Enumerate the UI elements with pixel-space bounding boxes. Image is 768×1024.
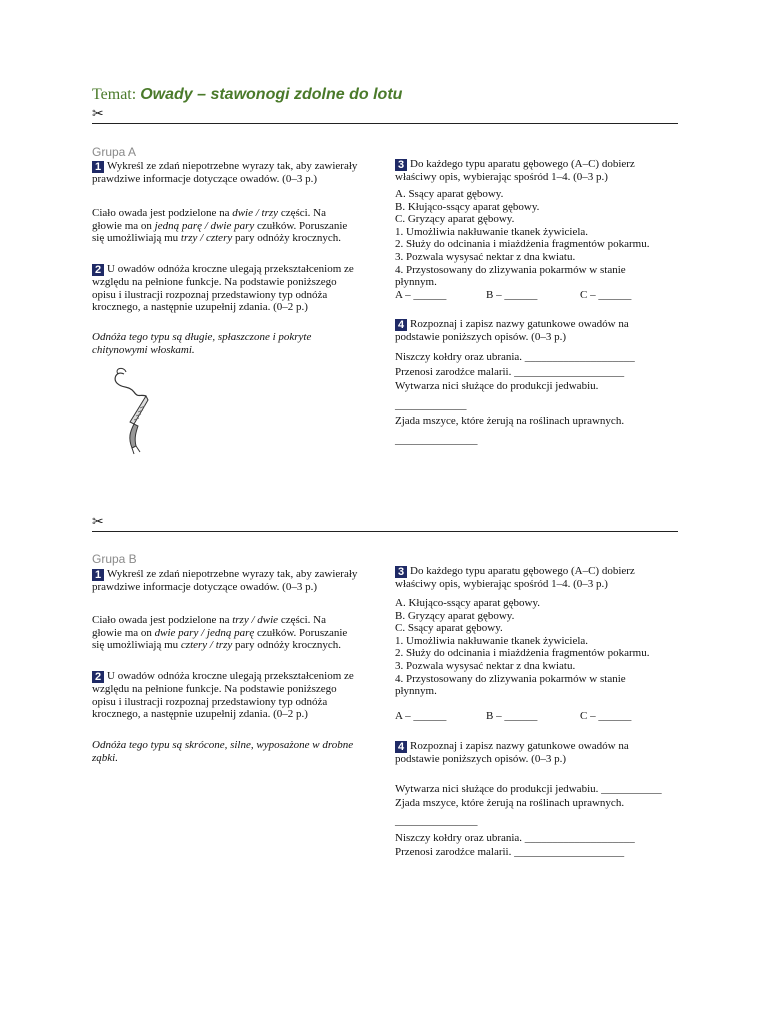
q2-line: opisu i ilustracji rozpoznaj przedstawiony typ odnóża xyxy=(92,695,328,708)
title-label: Temat: xyxy=(92,86,137,103)
scissors-icon: ✂ xyxy=(92,515,104,530)
q2-line: względu na pełnione funkcje. Na podstawie poniższego xyxy=(92,683,337,695)
q1-s1: Ciało owada jest podzielone na xyxy=(92,207,233,219)
q3-option-1: 1. Umożliwia nakłuwanie tkanek żywiciela. xyxy=(395,634,589,647)
group-a-q3-answer-b[interactable]: B – ______ xyxy=(486,289,538,301)
desc-line: Odnóża tego typu są długie, spłaszczone i pokryte xyxy=(92,331,312,343)
q4-answer-3[interactable]: _____________ xyxy=(395,398,467,411)
q1-s2: głowie ma on xyxy=(92,219,155,232)
q1-s3: się umożliwiają mu xyxy=(92,232,181,245)
group-a-heading: Grupa A xyxy=(92,145,137,159)
group-b-q3-options xyxy=(395,597,685,698)
q4-description-1[interactable]: Niszczy kołdry oraz ubrania. ____________________ xyxy=(395,351,635,363)
q3-type-c: C. Ssący aparat gębowy. xyxy=(395,622,503,635)
q3-line: właściwy opis, wybierając spośród 1–4. (0–3 p.) xyxy=(395,578,608,590)
q3-type-b: B. Kłująco-ssący aparat gębowy. xyxy=(395,200,540,213)
question-number: 1 xyxy=(92,161,104,173)
q1-choice-1[interactable]: trzy / dwie xyxy=(232,614,279,626)
group-b-q2 xyxy=(92,670,382,721)
q1-s2-end: czułków. Poruszanie xyxy=(254,626,348,639)
question-number: 3 xyxy=(395,566,407,578)
q4-line: podstawie poniższych opisów. (0–3 p.) xyxy=(395,753,566,765)
q2-line: względu na pełnione funkcje. Na podstawie poniższego xyxy=(92,276,337,288)
group-a-q2 xyxy=(92,263,382,314)
q1-choice-3[interactable]: trzy / cztery xyxy=(180,232,233,245)
q4-description-3[interactable]: Niszczy kołdry oraz ubrania. ____________________ xyxy=(395,831,635,844)
desc-line: Odnóża tego typu są skrócone, silne, wyposażone w drobne xyxy=(92,739,354,751)
q2-line: U owadów odnóża kroczne ulegają przekształceniom ze xyxy=(107,263,354,275)
q1-s3: się umożliwiają mu xyxy=(92,639,181,652)
group-b-heading: Grupa B xyxy=(92,552,137,566)
q3-type-c: C. Gryzący aparat gębowy. xyxy=(395,213,515,226)
q3-option-4: 4. Przystosowany do zlizywania pokarmów w stanie xyxy=(395,263,626,276)
cut-line xyxy=(92,123,678,124)
group-a-q4-descriptions xyxy=(395,351,685,447)
q1-s1: Ciało owada jest podzielone na xyxy=(92,614,233,626)
q1-prompt: Wykreśl ze zdań niepotrzebne wyrazy tak, aby zawierały xyxy=(107,568,358,580)
question-number: 2 xyxy=(92,671,104,683)
question-number: 3 xyxy=(395,159,407,171)
q4-description-4: Zjada mszyce, które żerują na roślinach uprawnych. xyxy=(395,415,625,428)
q2-line: opisu i ilustracji rozpoznaj przedstawiony typ odnóża xyxy=(92,288,328,301)
q4-answer-4[interactable]: _______________ xyxy=(395,433,478,446)
q4-description-2: Zjada mszyce, które żerują na roślinach uprawnych. xyxy=(395,796,625,809)
q4-description-1[interactable]: Wytwarza nici służące do produkcji jedwabiu. ___________ xyxy=(395,783,662,795)
q3-type-a: A. Ssący aparat gębowy. xyxy=(395,188,504,200)
group-a-q4 xyxy=(395,318,685,344)
q4-line: Rozpoznaj i zapisz nazwy gatunkowe owadów na xyxy=(410,740,629,752)
q2-line: U owadów odnóża kroczne ulegają przekształceniom ze xyxy=(107,670,354,682)
desc-line: ząbki. xyxy=(92,751,118,764)
q3-line: Do każdego typu aparatu gębowego (A–C) dobierz xyxy=(410,158,635,170)
group-b-q3-answer-a[interactable]: A – ______ xyxy=(395,710,447,722)
q3-option-4-end: płynnym. xyxy=(395,276,437,289)
q1-s3-end: pary odnóży krocznych. xyxy=(232,639,341,652)
q3-type-b: B. Gryzący aparat gębowy. xyxy=(395,609,515,622)
q3-line: właściwy opis, wybierając spośród 1–4. (0–3 p.) xyxy=(395,171,608,183)
cut-line xyxy=(92,531,678,532)
group-b-q3-answer-b[interactable]: B – ______ xyxy=(486,710,538,722)
q1-choice-2[interactable]: jedną parę / dwie pary xyxy=(154,219,255,232)
insect-leg-illustration xyxy=(104,366,164,456)
q4-description-2[interactable]: Przenosi zarodźce malarii. ____________________ xyxy=(395,365,625,378)
group-a-q3 xyxy=(395,158,685,184)
q3-option-2: 2. Służy do odcinania i miażdżenia fragmentów pokarmu. xyxy=(395,238,650,251)
q3-type-a: A. Kłująco-ssący aparat gębowy. xyxy=(395,597,540,609)
q1-prompt-2: prawdziwe informacje dotyczące owadów. (0–3 p.) xyxy=(92,173,317,185)
title-topic: Owady – stawonogi zdolne do lotu xyxy=(140,86,403,103)
group-a-q3-answer-a[interactable]: A – ______ xyxy=(395,289,447,301)
q1-s2: głowie ma on xyxy=(92,626,155,639)
q4-line: podstawie poniższych opisów. (0–3 p.) xyxy=(395,331,566,343)
q4-answer-2[interactable]: _______________ xyxy=(395,815,478,828)
group-a-q3-answer-c[interactable]: C – ______ xyxy=(580,289,632,301)
group-a-q1-sentences xyxy=(92,207,382,245)
question-number: 4 xyxy=(395,319,407,331)
q1-choice-2[interactable]: dwie pary / jedną parę xyxy=(154,626,255,639)
group-b-q2-description xyxy=(92,739,382,764)
question-number: 2 xyxy=(92,264,104,276)
q1-choice-1[interactable]: dwie / trzy xyxy=(232,207,279,219)
desc-line: chitynowymi włoskami. xyxy=(92,343,195,356)
group-b-q1-sentences xyxy=(92,614,382,652)
group-a-q1 xyxy=(92,160,382,186)
q4-line: Rozpoznaj i zapisz nazwy gatunkowe owadów na xyxy=(410,318,629,330)
q4-description-3: Wytwarza nici służące do produkcji jedwabiu. xyxy=(395,380,599,393)
q2-line: krocznego, a następnie uzupełnij zdania. (0–2 p.) xyxy=(92,708,308,721)
q3-line: Do każdego typu aparatu gębowego (A–C) dobierz xyxy=(410,565,635,577)
q1-choice-3[interactable]: cztery / trzy xyxy=(180,639,233,652)
q3-option-3: 3. Pozwala wysysać nektar z dna kwiatu. xyxy=(395,659,576,672)
q1-s1-end: części. Na xyxy=(278,207,327,219)
q1-prompt: Wykreśl ze zdań niepotrzebne wyrazy tak, aby zawierały xyxy=(107,160,358,172)
q3-option-4: 4. Przystosowany do zlizywania pokarmów w stanie xyxy=(395,672,626,685)
group-b-q1 xyxy=(92,568,382,594)
q3-option-4-end: płynnym. xyxy=(395,685,437,698)
question-number: 4 xyxy=(395,741,407,753)
group-b-q4-descriptions xyxy=(395,783,685,859)
question-number: 1 xyxy=(92,569,104,581)
group-b-q3-answer-c[interactable]: C – ______ xyxy=(580,710,632,722)
q3-option-2: 2. Służy do odcinania i miażdżenia fragmentów pokarmu. xyxy=(395,647,650,660)
q2-line: krocznego, a następnie uzupełnij zdania. (0–2 p.) xyxy=(92,301,308,314)
q4-description-4[interactable]: Przenosi zarodźce malarii. ____________________ xyxy=(395,846,625,859)
group-a-q2-description xyxy=(92,331,382,356)
group-b-q4 xyxy=(395,740,685,766)
q1-s3-end: pary odnóży krocznych. xyxy=(232,232,341,245)
page-title xyxy=(92,86,402,104)
q1-prompt-2: prawdziwe informacje dotyczące owadów. (0–3 p.) xyxy=(92,581,317,593)
q3-option-1: 1. Umożliwia nakłuwanie tkanek żywiciela. xyxy=(395,225,589,238)
q3-option-3: 3. Pozwala wysysać nektar z dna kwiatu. xyxy=(395,250,576,263)
q1-s1-end: części. Na xyxy=(278,614,327,626)
scissors-icon: ✂ xyxy=(92,107,104,122)
group-a-q3-options xyxy=(395,188,685,289)
group-b-q3 xyxy=(395,565,685,591)
q1-s2-end: czułków. Poruszanie xyxy=(254,219,348,232)
